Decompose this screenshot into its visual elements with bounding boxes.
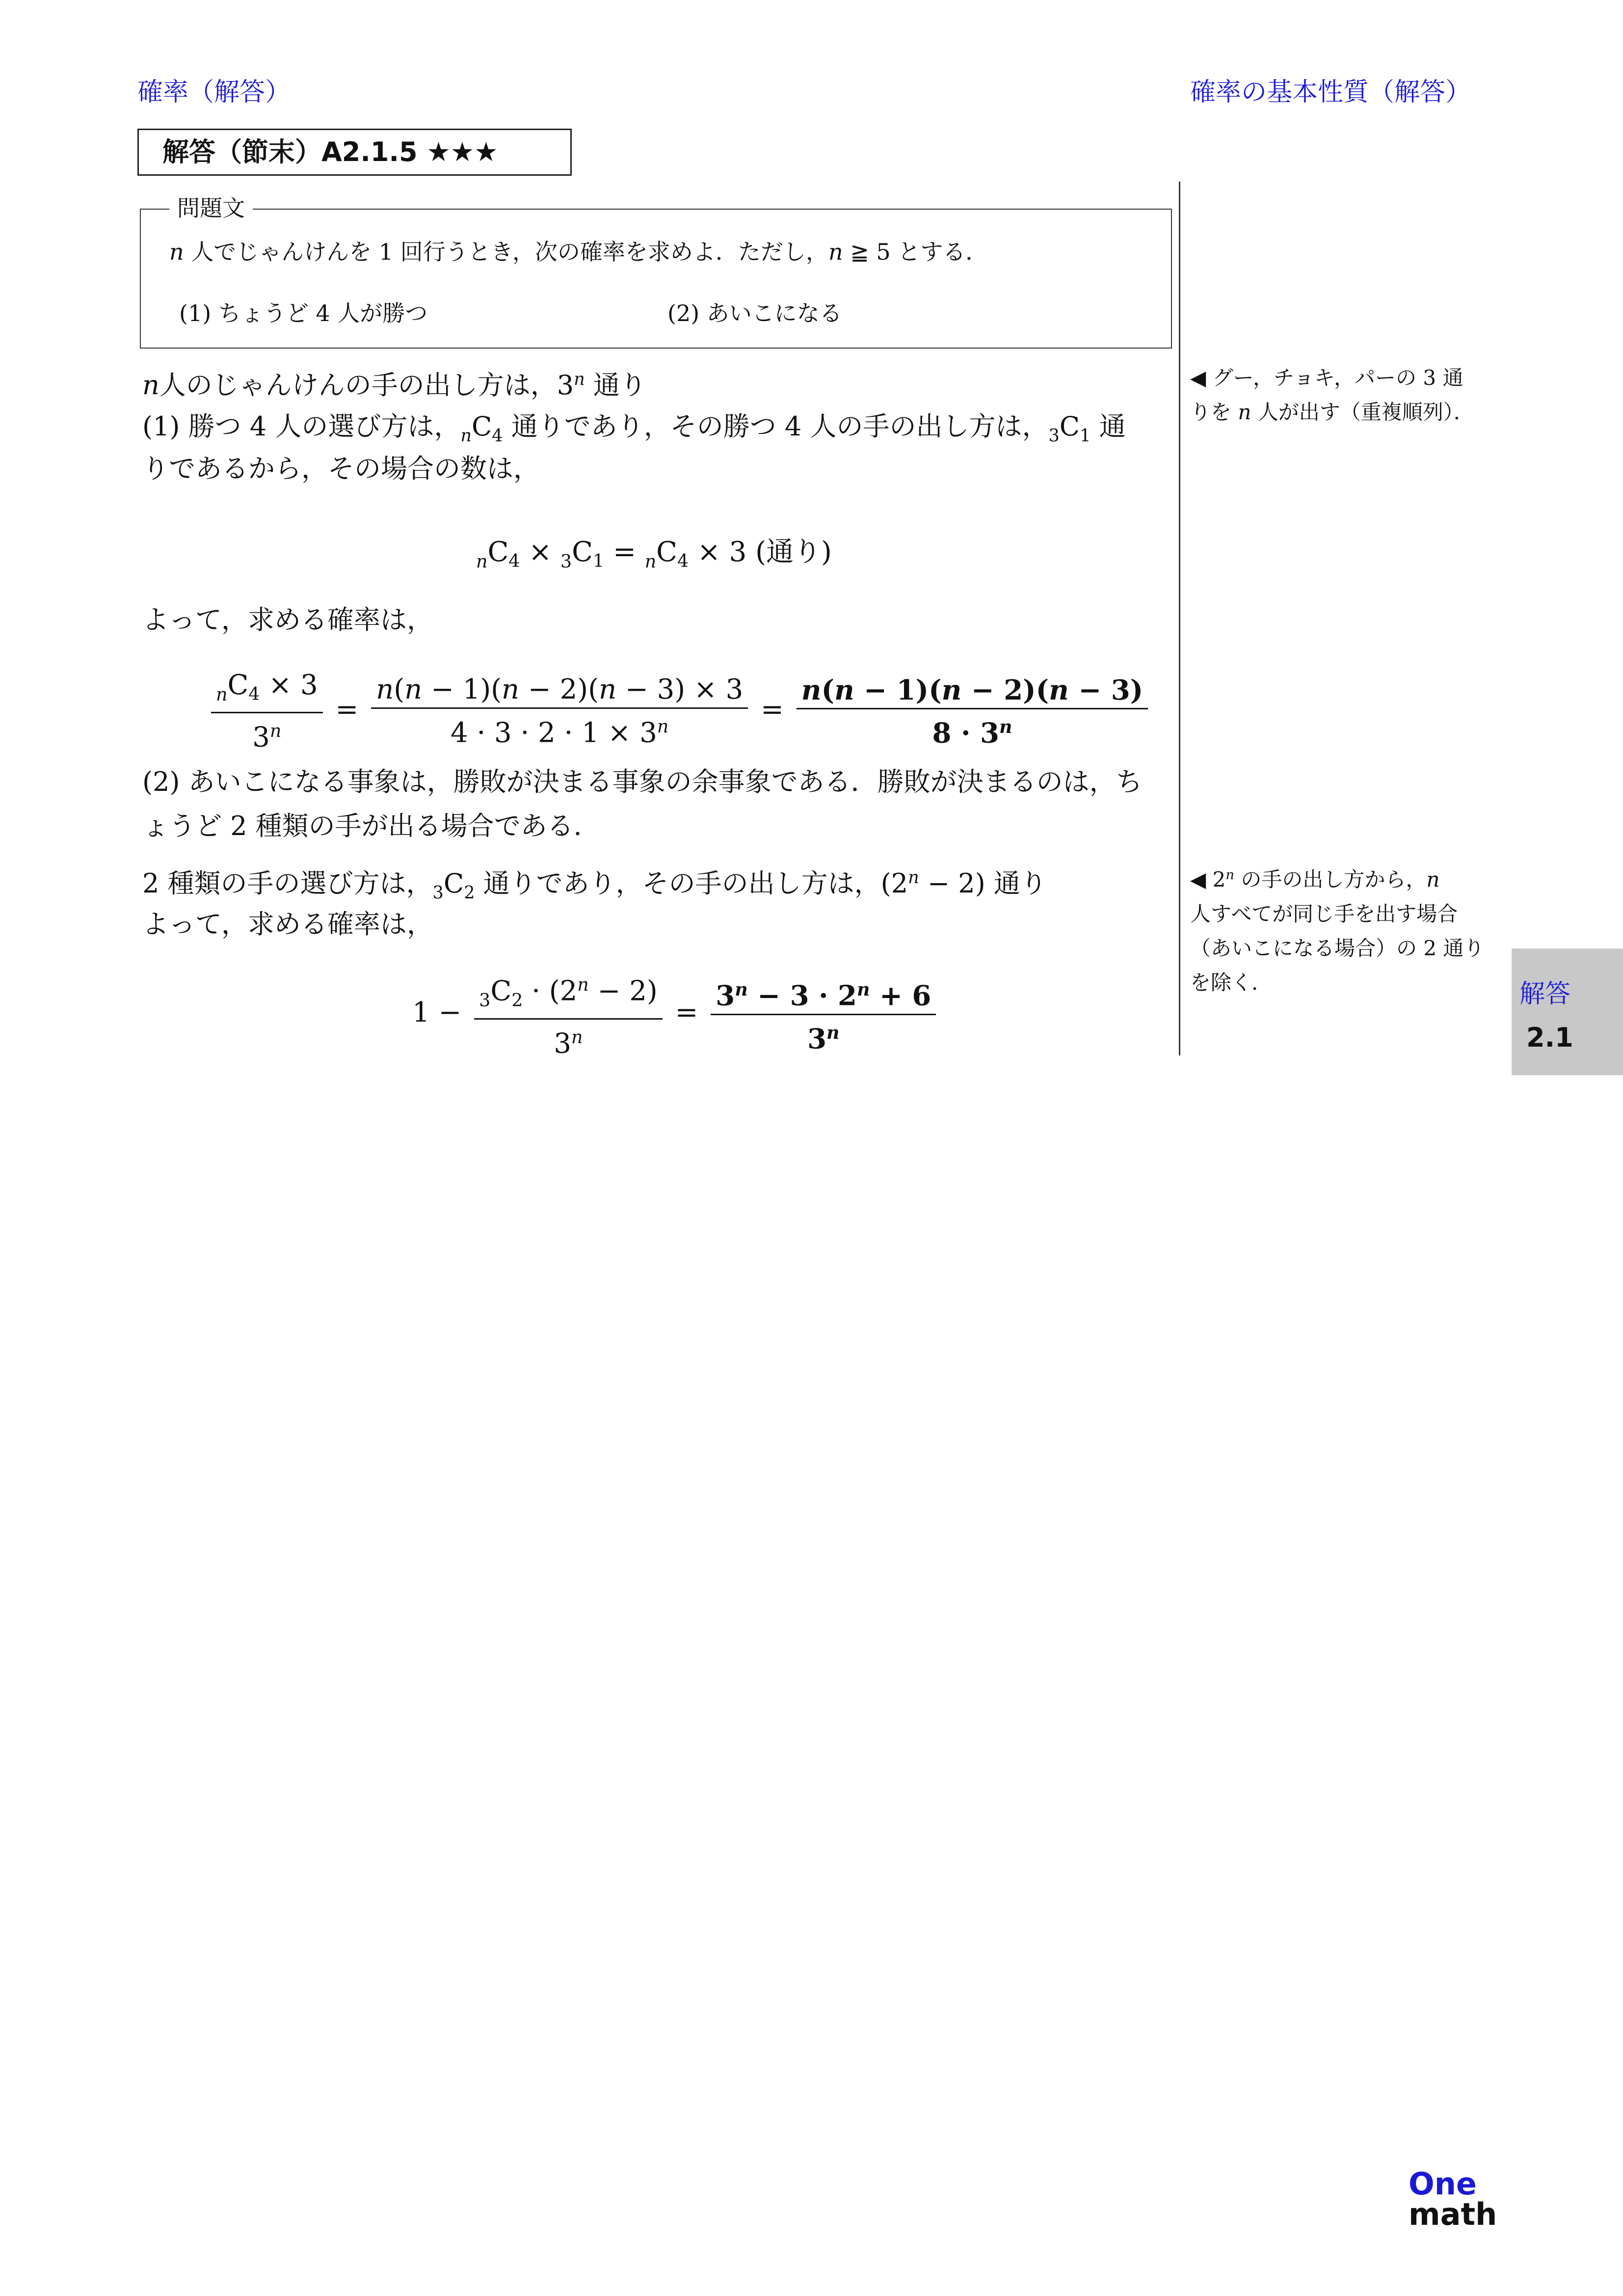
equation-probability-2: 1 − $\frac{_3C_2 \cdot (2^n - 2)}{3^n}$ = $\frac{3^n - 3 \cdot 2^n + 6}{3^n}$ (412, 967, 936, 1062)
fraction-3: $\frac{_3C_2 \cdot (2^n - 2)}{3^n}$ (474, 967, 663, 1062)
fraction-2: $\frac{n(n - 1)(n - 2)(n - 3) \times 3}{4 \cdot 3 \cdot 2 \cdot 1 \times 3^n}$ (371, 672, 748, 751)
problem-statement: n 人でじゃんけんを 1 回行うとき，次の確率を求めよ．ただし，n ≧ 5 とする． (169, 239, 988, 265)
solution-part1-line1: (1) 勝つ 4 人の選び方は，$_nC_4$ 通りであり，その勝つ 4 人の手の出し方は，$_3C_1$ 通 (142, 411, 1126, 446)
answer-fraction-1: $\frac{n(n - 1)(n - 2)(n - 3)}{8 \cdot 3^n}$ (797, 673, 1148, 751)
problem-label: 問題文 (169, 195, 253, 221)
chapter-tab[interactable] (1512, 948, 1623, 1075)
solution-part2-line3: 2 種類の手の選び方は，$_3C_2$ 通りであり，その手の出し方は，$(2^n - 2)$ 通り (142, 867, 1047, 903)
problem-item-2: (2) あいこになる (667, 300, 842, 326)
onemath-logo: One math (1409, 2166, 1497, 2232)
solution-part2-hence: よって，求める確率は， (142, 909, 433, 940)
answer-fraction-2: $\frac{3^n - 3 \cdot 2^n + 6}{3^n}$ (711, 972, 936, 1056)
solution-line-1: n人のじゃんけんの手の出し方は，3$^n$ 通り (142, 369, 646, 401)
side-note-1: ◀ グー，チョキ，パーの 3 通 りを n 人が出す（重複順列）． (1190, 366, 1474, 424)
header-left-title: 確率（解答） (137, 78, 291, 107)
chapter-tab-number: 2.1 (1526, 1022, 1573, 1053)
equation-count: $_nC_4 \times _3C_1 = _nC_4 \times 3$ (通り) (476, 536, 832, 572)
chapter-tab-label: 解答 (1519, 979, 1571, 1009)
problem-box (140, 209, 1172, 349)
solution-part2-line1: (2) あいこになる事象は，勝敗が決まる事象の余事象である．勝敗が決まるのは，ち (142, 766, 1143, 797)
solution-part2-line2: ょうど 2 種類の手が出る場合である． (142, 810, 600, 841)
solution-title-box: 解答（節末）A2.1.5 ★★★ (137, 129, 572, 176)
fraction-1: $\frac{_nC_4 \times 3}{3^n}$ (211, 668, 323, 756)
problem-item-1: (1) ちょうど 4 人が勝つ (179, 300, 428, 326)
equation-probability-1: $\frac{_nC_4 \times 3}{3^n}$ = $\frac{n(n - 1)(n - 2)(n - 3) \times 3}{4 \cdot 3 \cdot 2 \cdot 1 \times 3^n}$ = $\frac{n(n - 1)(n - 2)(n - 3)}{8 \cdot 3^n}$ (211, 668, 1148, 756)
margin-divider (1179, 182, 1180, 1055)
side-note-2: ◀ 2$^n$ の手の出し方から，n 人すべてが同じ手を出す場合 （あいこになる場合）の 2 通り を除く． (1190, 867, 1485, 995)
solution-part1-hence: よって，求める確率は， (142, 604, 433, 635)
header-right-title: 確率の基本性質（解答） (1190, 78, 1471, 107)
solution-part1-line2: りであるから，その場合の数は， (142, 453, 540, 484)
